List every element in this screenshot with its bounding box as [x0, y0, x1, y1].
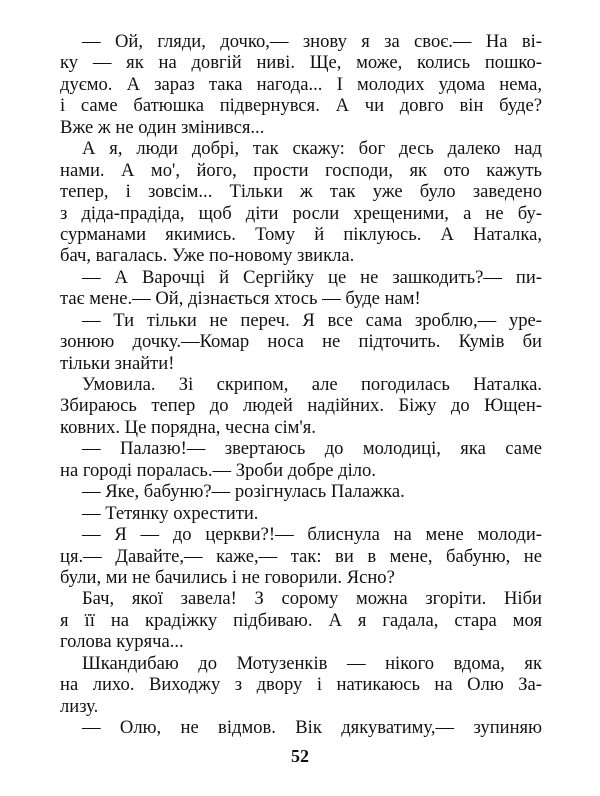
page-body-text — [60, 31, 542, 738]
text-line: нами. А мо', його, прости господи, як ото кажуть — [60, 159, 542, 181]
text-line: ця.— Давайте,— каже,— так: ви в мене, бабуню, не — [60, 545, 542, 567]
text-line: ку — як на довгій ниві. Ще, може, колись пошко- — [60, 52, 542, 74]
text-line: Шкандибаю до Мотузенків — нікого вдома, як — [82, 652, 542, 674]
text-line: — Палазю!— звертаюсь до молодиці, яка саме — [82, 438, 542, 460]
text-line: голова куряча... — [60, 631, 184, 653]
text-line: зонюю дочку.—Комар носа не підточить. Кумів би — [60, 331, 542, 353]
text-line: на лихо. Виходжу з двору і натикаюсь на Олю За- — [60, 674, 542, 696]
text-line: Бач, якої завела! З сорому можна згоріти. Ніби — [82, 588, 542, 610]
text-line: Умовила. Зі скрипом, але погодилась Наталка. — [82, 374, 542, 395]
text-line: дуємо. А зараз така нагода... І молодих удома нема, — [60, 73, 542, 95]
text-line: тільки знайти! — [60, 352, 175, 374]
text-line: — Яке, бабуню?— розігнулась Палажка. — [82, 481, 405, 503]
text-line: бач, вагалась. Уже по-новому звикла. — [60, 245, 355, 267]
text-line: — Олю, не відмов. Вік дякуватиму,— зупиняю — [82, 717, 542, 738]
text-line: і саме батюшка підвернувся. А чи довго він буде? — [60, 95, 542, 117]
text-line: — Ой, гляди, дочко,— знову я за своє.— На ві- — [82, 31, 542, 52]
text-line: лизу. — [60, 695, 99, 717]
text-line: Збираюсь тепер до людей надійних. Біжу до Ющен- — [60, 395, 542, 417]
text-line: Вже ж не один змінився... — [60, 116, 265, 138]
text-line: я її на крадіжку підбиваю. А я гадала, стара моя — [60, 609, 542, 631]
text-line: з діда-прадіда, щоб діти росли хрещеними, а не бу- — [60, 202, 542, 224]
text-line: ковних. Це порядна, чесна сім'я. — [60, 416, 316, 438]
text-line: тепер, і зовсім... Тільки ж так уже було заведено — [60, 181, 542, 203]
text-line: — Я — до церкви?!— блиснула на мене молоди- — [82, 524, 542, 546]
text-line: А я, люди добрі, так скажу: бог десь далеко над — [82, 138, 542, 160]
text-line: на городі поралась.— Зроби добре діло. — [60, 459, 376, 481]
text-line: сурманами якимись. Тому й піклуюсь. А Наталка, — [60, 223, 542, 245]
text-line: були, ми не бачились і не говорили. Ясно? — [60, 566, 395, 588]
page-number: 52 — [291, 746, 309, 766]
text-line: — Тетянку охрестити. — [82, 502, 259, 524]
text-line: — А Варочці й Сергійку це не зашкодить?— пи- — [82, 266, 542, 288]
text-line: — Ти тільки не переч. Я все сама зроблю,— уре- — [82, 309, 542, 331]
text-line: тає мене.— Ой, дізнається хтось — буде нам! — [60, 288, 421, 310]
